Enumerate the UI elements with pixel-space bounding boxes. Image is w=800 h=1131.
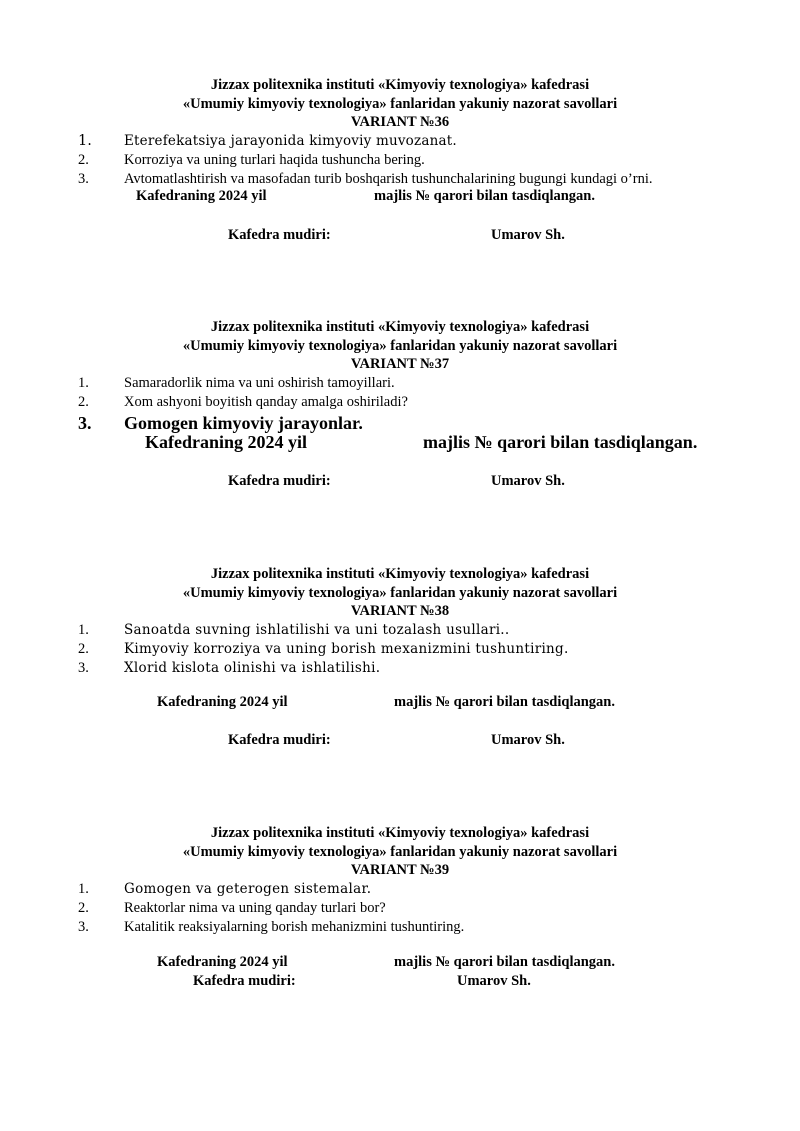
question-item bbox=[0, 151, 800, 170]
approval-left: Kafedraning 2024 yil bbox=[157, 694, 288, 710]
question-number: 2. bbox=[78, 640, 89, 657]
question-number: 3. bbox=[78, 170, 89, 187]
head-label: Kafedra mudiri: bbox=[193, 973, 296, 989]
variant-38-block bbox=[0, 565, 800, 748]
question-text: Xlorid kislota olinishi va ishlatilishi. bbox=[124, 659, 381, 676]
question-text: Gomogen va geterogen sistemalar. bbox=[124, 880, 372, 897]
institute-header: Jizzax politexnika instituti «Kimyoviy texnologiya» kafedrasi bbox=[210, 319, 590, 335]
question-item bbox=[0, 918, 800, 937]
question-number: 1. bbox=[78, 132, 92, 149]
approval-right: majlis № qarori bilan tasdiqlangan. bbox=[423, 432, 698, 452]
question-text: Katalitik reaksiyalarning borish mehanizmini tushuntiring. bbox=[124, 918, 465, 935]
question-item bbox=[0, 374, 800, 393]
subject-header: «Umumiy kimyoviy texnologiya» fanlaridan yakuniy nazorat savollari bbox=[182, 584, 618, 601]
question-number: 2. bbox=[78, 393, 89, 410]
question-text: Xom ashyoni boyitish qanday amalga oshiriladi? bbox=[124, 393, 408, 410]
question-item bbox=[0, 170, 800, 189]
question-item bbox=[0, 393, 800, 412]
approval-left: Kafedraning 2024 yil bbox=[145, 432, 308, 452]
approval-right: majlis № qarori bilan tasdiqlangan. bbox=[394, 954, 615, 970]
question-item bbox=[0, 621, 800, 640]
question-text: Korroziya va uning turlari haqida tushuncha bering. bbox=[124, 151, 425, 168]
question-item bbox=[0, 412, 800, 431]
subject-header: «Umumiy kimyoviy texnologiya» fanlaridan yakuniy nazorat savollari bbox=[182, 337, 618, 354]
question-number: 2. bbox=[78, 151, 89, 168]
question-item bbox=[0, 880, 800, 899]
question-list bbox=[0, 374, 800, 412]
question-list bbox=[0, 621, 800, 678]
question-number: 2. bbox=[78, 899, 89, 916]
question-item bbox=[0, 899, 800, 918]
question-number: 3. bbox=[78, 659, 89, 676]
question-text: Kimyoviy korroziya va uning borish mexanizmini tushuntiring. bbox=[124, 640, 569, 657]
variant-title: VARIANT №36 bbox=[350, 114, 450, 130]
head-label: Kafedra mudiri: bbox=[228, 732, 331, 748]
question-number: 1. bbox=[78, 880, 89, 897]
question-number: 1. bbox=[78, 374, 89, 391]
question-list bbox=[0, 132, 800, 189]
head-name: Umarov Sh. bbox=[491, 732, 565, 748]
question-list bbox=[0, 880, 800, 937]
head-name: Umarov Sh. bbox=[491, 227, 565, 243]
question-text: Sanoatda suvning ishlatilishi va uni tozalash usullari.. bbox=[124, 621, 510, 638]
institute-header: Jizzax politexnika instituti «Kimyoviy texnologiya» kafedrasi bbox=[210, 77, 590, 93]
question-item bbox=[0, 132, 800, 151]
subject-header: «Umumiy kimyoviy texnologiya» fanlaridan yakuniy nazorat savollari bbox=[182, 843, 618, 860]
variant-36-block bbox=[0, 76, 800, 243]
question-number: 1. bbox=[78, 621, 89, 638]
question-number: 3. bbox=[78, 918, 89, 935]
institute-header: Jizzax politexnika instituti «Kimyoviy texnologiya» kafedrasi bbox=[210, 825, 590, 841]
approval-left: Kafedraning 2024 yil bbox=[157, 954, 288, 970]
question-text: Gomogen kimyoviy jarayonlar. bbox=[124, 412, 363, 433]
variant-37-block bbox=[0, 318, 800, 489]
question-list-large bbox=[0, 412, 800, 431]
variant-title: VARIANT №38 bbox=[350, 603, 450, 619]
question-item bbox=[0, 659, 800, 678]
head-label: Kafedra mudiri: bbox=[228, 473, 331, 489]
question-text: Eterefekatsiya jarayonida kimyoviy muvozanat. bbox=[124, 132, 457, 149]
approval-right: majlis № qarori bilan tasdiqlangan. bbox=[374, 188, 595, 204]
head-name: Umarov Sh. bbox=[491, 473, 565, 489]
head-label: Kafedra mudiri: bbox=[228, 227, 331, 243]
variant-39-block bbox=[0, 824, 800, 989]
head-name: Umarov Sh. bbox=[457, 973, 531, 989]
institute-header: Jizzax politexnika instituti «Kimyoviy texnologiya» kafedrasi bbox=[210, 566, 590, 582]
question-text: Samaradorlik nima va uni oshirish tamoyillari. bbox=[124, 374, 395, 391]
variant-title: VARIANT №37 bbox=[350, 356, 450, 372]
question-number: 3. bbox=[78, 412, 92, 433]
approval-left: Kafedraning 2024 yil bbox=[136, 188, 267, 204]
variant-title: VARIANT №39 bbox=[350, 862, 450, 878]
approval-right: majlis № qarori bilan tasdiqlangan. bbox=[394, 694, 615, 710]
question-text: Avtomatlashtirish va masofadan turib boshqarish tushunchalarining bugungi kundagi o’rni. bbox=[124, 170, 653, 187]
question-text: Reaktorlar nima va uning qanday turlari bor? bbox=[124, 899, 386, 916]
subject-header: «Umumiy kimyoviy texnologiya» fanlaridan yakuniy nazorat savollari bbox=[182, 95, 618, 112]
question-item bbox=[0, 640, 800, 659]
